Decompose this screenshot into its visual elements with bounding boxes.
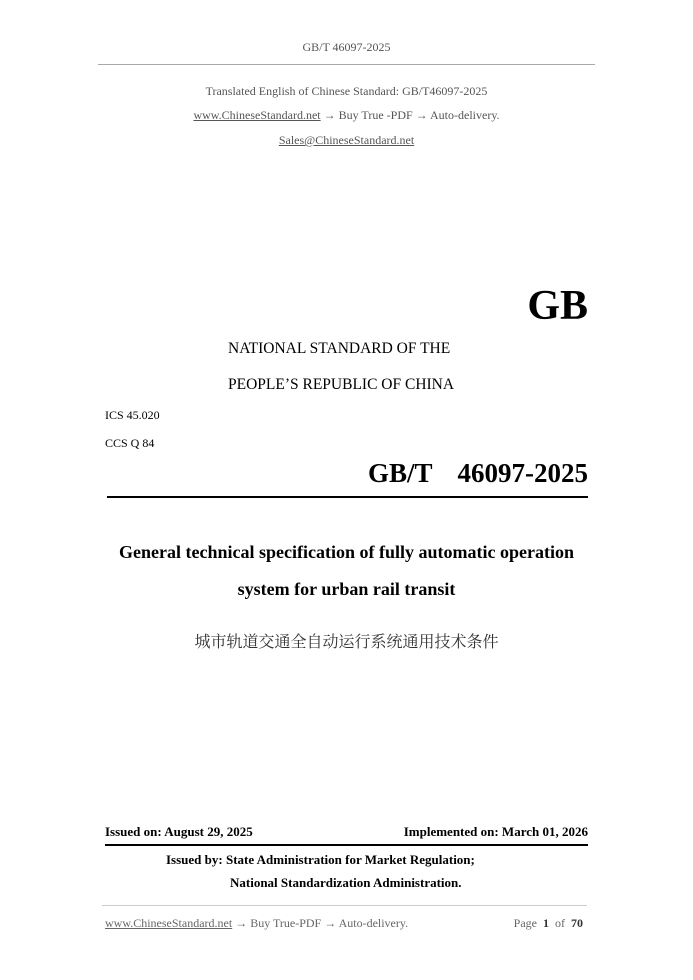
issued-by-line1: Issued by: State Administration for Market Regulation; [166, 852, 475, 867]
ics-code: ICS 45.020 [105, 408, 160, 422]
standard-code: GB/T 46097-2025 [367, 458, 588, 488]
sales-line [0, 133, 693, 148]
sales-email-link[interactable]: Sales@ChineseStandard.net [278, 133, 415, 147]
header-divider [98, 64, 595, 65]
title-english-line1: General technical specification of fully automatic operation [119, 542, 574, 562]
footer-site-link[interactable]: www.ChineseStandard.net [105, 916, 233, 930]
page-total: 70 [571, 916, 583, 930]
running-header: GB/T 46097-2025 [302, 40, 391, 54]
page-of: of [555, 916, 565, 930]
issued-divider [105, 844, 588, 846]
issued-by-line2: National Standardization Administration. [230, 875, 462, 890]
translated-notice: Translated English of Chinese Standard: GB/T46097-2025 [205, 84, 488, 98]
gb-mark: GB [527, 283, 588, 329]
purchase-text: → Buy True -PDF → Auto-delivery. [320, 108, 500, 122]
code-divider [107, 496, 588, 498]
page-current: 1 [543, 916, 549, 930]
purchase-line [0, 108, 693, 123]
implemented-on: Implemented on: March 01, 2026 [403, 824, 588, 839]
national-standard-line1: NATIONAL STANDARD OF THE [228, 340, 451, 357]
title-chinese: 城市轨道交通全自动运行系统通用技术条件 [194, 632, 499, 651]
footer-purchase-text: → Buy True-PDF → Auto-delivery. [232, 916, 409, 930]
footer-purchase-line [105, 916, 408, 931]
ccs-code: CCS Q 84 [105, 436, 155, 450]
page-indicator [514, 916, 583, 931]
title-english-line2: system for urban rail transit [237, 579, 456, 599]
issued-on: Issued on: August 29, 2025 [105, 824, 253, 839]
site-link[interactable]: www.ChineseStandard.net [193, 108, 321, 122]
national-standard-line2: PEOPLE’S REPUBLIC OF CHINA [228, 376, 455, 393]
page-label: Page [513, 916, 537, 930]
footer-divider [102, 905, 587, 906]
